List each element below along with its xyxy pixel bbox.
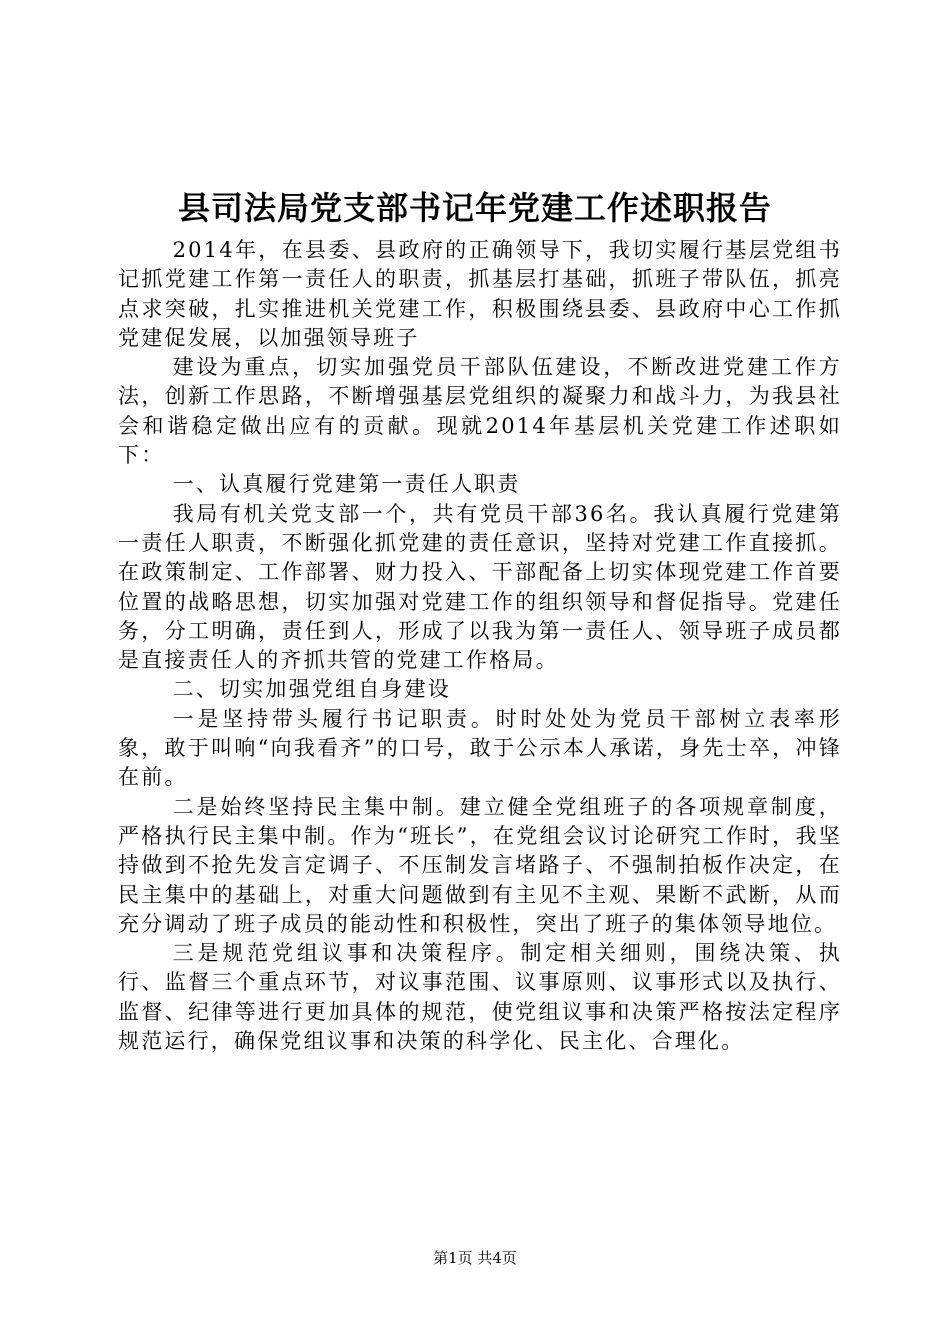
paragraph-point-3: 三是规范党组议事和决策程序。制定相关细则，围绕决策、执行、监督三个重点环节，对议事范围、议事原则、议事形式以及执行、监督、纪律等进行更加具体的规范，使党组议事和决策严格按法定程序规范运行，确保党组议事和决策的科学化、民主化、合理化。: [118, 941, 842, 1054]
document-title: 县司法局党支部书记年党建工作述职报告: [177, 189, 772, 227]
paragraph-intro: 2014年，在县委、县政府的正确领导下，我切实履行基层党组书记抓党建工作第一责任人的职责，抓基层打基础，抓班子带队伍，抓亮点求突破，扎实推进机关党建工作，积极围绕县委、县政府中心工作抓党建促发展，以加强领导班子: [118, 238, 842, 350]
section-heading-1: 一、认真履行党建第一责任人职责: [172, 472, 521, 497]
section-heading-2: 二、切实加强党组自身建设: [172, 677, 451, 702]
paragraph-point-1: 一是坚持带头履行书记职责。时时处处为党员干部树立表率形象，敢于叫响“向我看齐”的口号，敢于公示本人承诺，身先士卒，冲锋在前。: [118, 706, 842, 790]
paragraph-intro-continued: 建设为重点，切实加强党员干部队伍建设，不断改进党建工作方法，创新工作思路，不断增强基层党组织的凝聚力和战斗力，为我县社会和谐稳定做出应有的贡献。现就2014年基层机关党建工作述职如下：: [118, 355, 842, 468]
page-number-footer: 第1页 共4页: [433, 1249, 517, 1267]
document-body: [118, 236, 842, 1056]
paragraph-section-1: 我局有机关党支部一个，共有党员干部36名。我认真履行党建第一责任人职责，不断强化抓党建的责任意识，坚持对党建工作直接抓。在政策制定、工作部署、财力投入、干部配备上切实体现党建工作首要位置的战略思想，切实加强对党建工作的组织领导和督促指导。党建任务，分工明确，责任到人，形成了以我为第一责任人、领导班子成员都是直接责任人的齐抓共管的党建工作格局。: [118, 501, 842, 673]
paragraph-point-2: 二是始终坚持民主集中制。建立健全党组班子的各项规章制度，严格执行民主集中制。作为“班长”，在党组会议讨论研究工作时，我坚持做到不抢先发言定调子、不压制发言堵路子、不强制拍板作决定，在民主集中的基础上，对重大问题做到有主见不主观、果断不武断，从而充分调动了班子成员的能动性和积极性，突出了班子的集体领导地位。: [118, 794, 842, 936]
